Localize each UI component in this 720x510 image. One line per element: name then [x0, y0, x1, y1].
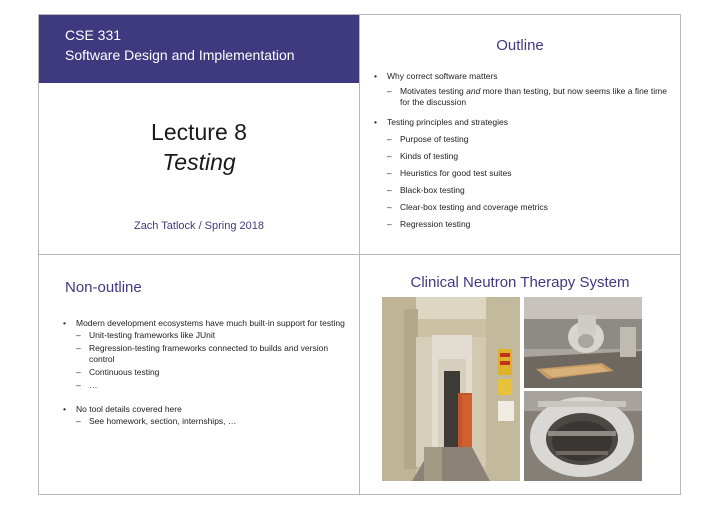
slide-title [38, 14, 360, 255]
non-outline-item: – Unit-testing frameworks like JUnit [61, 330, 353, 341]
slide-heading: Outline [496, 37, 544, 54]
outline-item: – Black-box testing [372, 185, 668, 196]
slide-heading: Clinical Neutron Therapy System [410, 274, 630, 291]
slide-outline [359, 14, 681, 255]
outline-list [372, 71, 668, 230]
outline-item: – Motivates testing and more than testing, but now seems like a fine time for the discussion [372, 86, 668, 108]
non-outline-item: – … [61, 380, 353, 391]
non-outline-item: – Regression-testing frameworks connected to builds and version control [61, 343, 353, 365]
author-term: Zach Tatlock / Spring 2018 [133, 220, 265, 232]
non-outline-item: – Continuous testing [61, 367, 353, 378]
hallway-photo [382, 297, 520, 481]
title-banner [39, 15, 359, 83]
collimator-ring-photo [524, 391, 642, 481]
outline-item: • Why correct software matters [372, 71, 668, 82]
outline-item: • Testing principles and strategies [372, 117, 668, 128]
outline-item: – Clear-box testing and coverage metrics [372, 202, 668, 213]
lecture-topic: Testing [162, 149, 236, 175]
slide-heading: Non-outline [65, 279, 142, 296]
slide-clinical [359, 254, 681, 495]
outline-item: – Purpose of testing [372, 134, 668, 145]
outline-item: – Heuristics for good test suites [372, 168, 668, 179]
outline-item: – Kinds of testing [372, 151, 668, 162]
gantry-photo [524, 297, 642, 388]
non-outline-list [61, 318, 353, 427]
non-outline-item: – See homework, section, internships, … [61, 416, 353, 427]
course-code: CSE 331 [65, 27, 122, 43]
non-outline-item: • Modern development ecosystems have much built-in support for testing [61, 318, 353, 329]
slide-non-outline [38, 254, 360, 495]
non-outline-item: • No tool details covered here [61, 404, 353, 415]
course-name: Software Design and Implementation [65, 47, 295, 63]
outline-item: – Regression testing [372, 219, 668, 230]
lecture-number: Lecture 8 [151, 119, 247, 145]
